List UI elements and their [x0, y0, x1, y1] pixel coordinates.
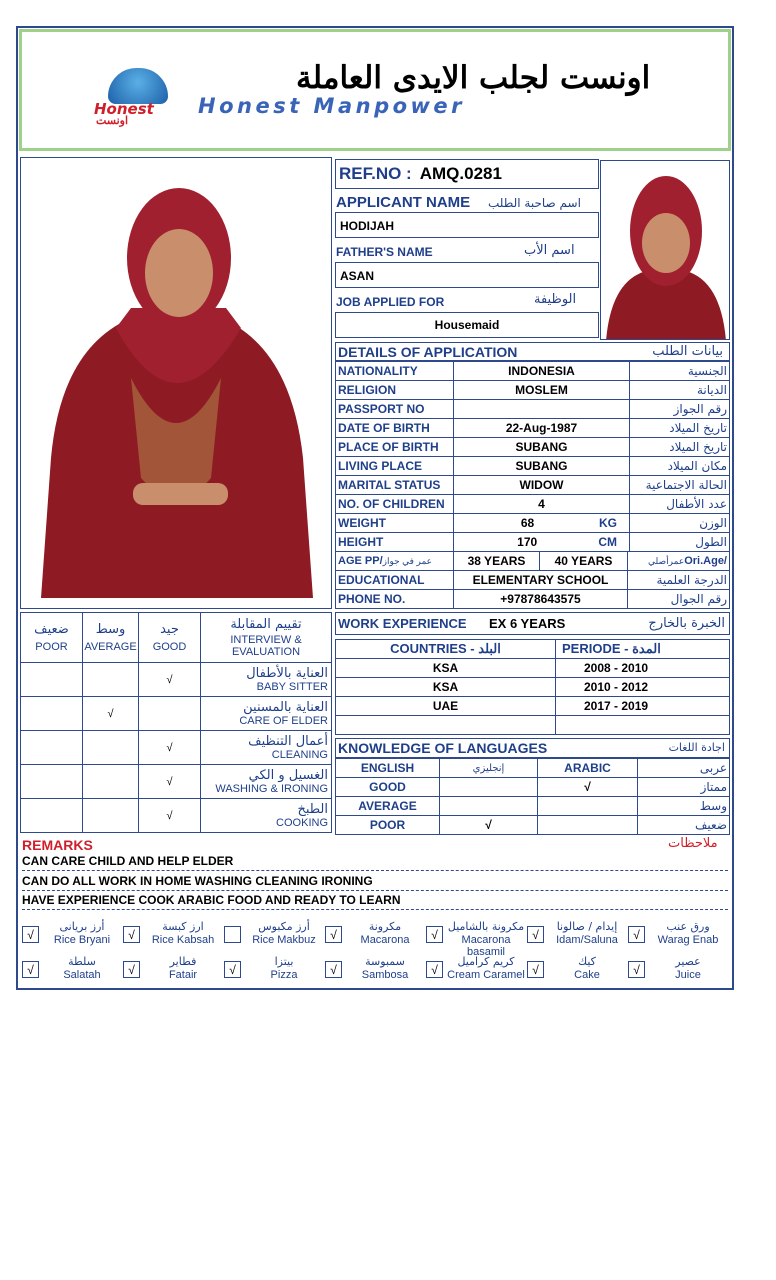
language-level-row	[336, 797, 730, 816]
eval-skill: WASHING & IRONING	[215, 783, 328, 795]
eval-skill-ar: الطبخ	[297, 802, 328, 817]
food-name: Macarona	[360, 934, 410, 946]
food-item	[628, 955, 728, 985]
language-level-row	[336, 778, 730, 797]
work-period: 2010 - 2012	[556, 678, 730, 697]
detail-row	[336, 438, 730, 457]
remark-line-2: CAN DO ALL WORK IN HOME WASHING CLEANING IRONING	[22, 872, 728, 891]
food-checkbox[interactable]: √	[628, 926, 645, 943]
food-name-ar: كيك	[578, 955, 596, 968]
eval-skill-ar: أعمال التنظيف	[248, 734, 328, 749]
detail-label-ar: الجنسية	[630, 362, 730, 381]
detail-row	[336, 400, 730, 419]
detail-value-cell	[454, 533, 630, 552]
food-name: Cake	[574, 969, 600, 981]
evaluation-row	[21, 697, 332, 731]
evaluation-row	[21, 799, 332, 833]
food-name: Idam/Saluna	[556, 934, 618, 946]
food-name-ar: مكرونة بالشاميل	[447, 920, 525, 933]
company-name-ar: اونست لجلب الايدى العاملة	[296, 60, 651, 96]
food-checkbox[interactable]: √	[123, 961, 140, 978]
food-name-ar: فطاير	[169, 955, 197, 968]
lang-arabic-mark	[538, 816, 638, 835]
food-checkbox[interactable]: √	[527, 926, 544, 943]
age-label-ar: عمر في جواز	[382, 556, 433, 566]
detail-value: SUBANG	[515, 459, 568, 473]
food-name: Fatair	[168, 969, 198, 981]
food-checkbox[interactable]: √	[325, 926, 342, 943]
detail-value-cell	[454, 381, 630, 400]
lang-english-mark	[440, 778, 538, 797]
eval-title: INTERVIEW & EVALUATION	[230, 634, 302, 658]
eval-skill: CLEANING	[271, 749, 328, 761]
detail-value-cell	[454, 457, 630, 476]
phone-value: +97878643575	[454, 590, 628, 609]
food-checkbox[interactable]: √	[123, 926, 140, 943]
lang-level: AVERAGE	[336, 797, 440, 816]
remark-line-3: HAVE EXPERIENCE COOK ARABIC FOOD AND READY TO LEARN	[22, 891, 728, 910]
remark-line-1: CAN CARE CHILD AND HELP ELDER	[22, 852, 728, 871]
food-name-ar: سمبوسة	[365, 955, 405, 968]
job-label: JOB APPLIED FOR	[336, 295, 445, 309]
lang-english-mark: √	[440, 816, 538, 835]
detail-label: PASSPORT NO	[336, 400, 454, 419]
detail-label-ar: مكان الميلاد	[630, 457, 730, 476]
education-label-ar: الدرجة العلمية	[628, 571, 730, 590]
food-checkbox[interactable]: √	[426, 926, 443, 943]
food-name: Rice Kabsah	[151, 934, 215, 946]
food-item	[426, 955, 526, 985]
remarks-title-ar: ملاحظات	[668, 836, 718, 851]
eval-good-mark: √	[139, 765, 201, 799]
eval-poor-mark	[21, 697, 83, 731]
eval-avg-mark	[83, 731, 139, 765]
food-name: Sambosa	[361, 969, 409, 981]
eval-good-mark: √	[139, 663, 201, 697]
ref-field	[335, 159, 599, 189]
orig-age-label: Ori.Age/	[684, 555, 727, 567]
ref-label: REF.NO :	[339, 164, 412, 183]
food-name-ar: مكرونة	[368, 920, 402, 933]
detail-row	[336, 419, 730, 438]
detail-row	[336, 457, 730, 476]
languages-title: KNOWLEDGE OF LANGUAGES	[338, 740, 548, 756]
col-period: PERIODE - المدة	[556, 640, 730, 659]
detail-value-cell	[454, 438, 630, 457]
applicant-passport-photo	[600, 160, 730, 340]
detail-label: MARITAL STATUS	[336, 476, 454, 495]
detail-value-cell	[454, 419, 630, 438]
detail-label: PLACE OF BIRTH	[336, 438, 454, 457]
food-item	[527, 920, 627, 950]
father-name-label-ar: اسم الأب	[524, 243, 575, 258]
applicant-full-photo	[20, 157, 332, 609]
food-item	[628, 920, 728, 950]
work-country: UAE	[336, 697, 556, 716]
eval-poor-mark	[21, 663, 83, 697]
detail-row	[336, 495, 730, 514]
eval-skill-ar: العناية بالمسنين	[243, 700, 328, 715]
food-name-ar: أرز مكبوس	[258, 920, 310, 933]
work-history-table	[335, 639, 730, 735]
lang-arabic-mark: √	[538, 778, 638, 797]
food-name-ar: عصير	[675, 955, 701, 968]
food-checkbox[interactable]: √	[426, 961, 443, 978]
work-period: 2008 - 2010	[556, 659, 730, 678]
detail-row	[336, 476, 730, 495]
lang-arabic-mark	[538, 797, 638, 816]
work-country: KSA	[336, 678, 556, 697]
eval-skill-ar: العناية بالأطفال	[246, 666, 328, 681]
education-label: EDUCATIONAL	[336, 571, 454, 590]
father-name-field	[335, 262, 599, 288]
detail-row	[336, 362, 730, 381]
eval-skill: CARE OF ELDER	[239, 715, 328, 727]
food-name: Cream Caramel	[447, 969, 525, 981]
food-name-ar: سلطة	[68, 955, 96, 968]
detail-label-ar: تاريخ الميلاد	[630, 438, 730, 457]
lang-english-mark	[440, 797, 538, 816]
detail-value-cell	[454, 400, 630, 419]
detail-value: 170	[517, 535, 538, 549]
logo-text-ar: اونست	[96, 115, 129, 127]
detail-label: WEIGHT	[336, 514, 454, 533]
detail-label-ar: تاريخ الميلاد	[630, 419, 730, 438]
work-experience-header	[335, 612, 730, 635]
age-row	[335, 551, 730, 609]
job-value: Housemaid	[434, 318, 500, 332]
age-orig-value: 40 YEARS	[540, 552, 628, 571]
eval-title-ar: تقييم المقابلة	[230, 617, 302, 632]
detail-value-cell	[454, 476, 630, 495]
detail-unit: CM	[598, 535, 617, 549]
lang-level-ar: ضعيف	[638, 816, 730, 835]
food-name-ar: ورق عنب	[666, 920, 710, 933]
eval-good-mark: √	[139, 731, 201, 765]
work-country: KSA	[336, 659, 556, 678]
food-checkbox[interactable]: √	[325, 961, 342, 978]
education-value: ELEMENTARY SCHOOL	[454, 571, 628, 590]
food-name-ar: ارز كبسة	[162, 920, 204, 933]
detail-value: MOSLEM	[515, 383, 568, 397]
food-name: Rice Makbuz	[252, 934, 316, 946]
detail-label: DATE OF BIRTH	[336, 419, 454, 438]
food-item	[22, 920, 122, 950]
applicant-name-value: HODIJAH	[340, 219, 395, 233]
food-item	[22, 955, 122, 985]
eval-good-mark	[139, 697, 201, 731]
lang-arabic-ar: عربى	[638, 759, 730, 778]
eval-good-ar: جيد	[160, 622, 179, 637]
details-header	[335, 342, 730, 361]
eval-poor-ar: ضعيف	[34, 622, 69, 637]
company-name-en: Honest Manpower	[198, 94, 466, 118]
details-title-ar: بيانات الطلب	[652, 344, 723, 359]
detail-label-ar: رقم الجواز	[630, 400, 730, 419]
detail-row	[336, 514, 730, 533]
detail-label: NATIONALITY	[336, 362, 454, 381]
detail-label-ar: الديانة	[630, 381, 730, 400]
food-checkbox[interactable]: √	[224, 961, 241, 978]
work-row	[336, 697, 730, 716]
food-name: Salatah	[63, 969, 101, 981]
eval-skill-ar: الغسيل و الكي	[248, 768, 328, 783]
evaluation-row	[21, 731, 332, 765]
detail-value: INDONESIA	[508, 364, 575, 378]
languages-table	[335, 758, 730, 835]
eval-avg-mark	[83, 663, 139, 697]
applicant-name-label-ar: اسم صاحبة الطلب	[488, 196, 581, 210]
food-item	[325, 920, 425, 950]
food-item	[224, 955, 324, 985]
ref-value: AMQ.0281	[419, 164, 502, 183]
foods-row-2	[22, 955, 730, 985]
eval-poor-mark	[21, 731, 83, 765]
lang-english: ENGLISH	[336, 759, 440, 778]
language-level-row	[336, 816, 730, 835]
job-field	[335, 312, 599, 338]
work-value: EX 6 YEARS	[489, 616, 566, 631]
eval-avg-mark: √	[83, 697, 139, 731]
lang-arabic: ARABIC	[538, 759, 638, 778]
age-pp-value: 38 YEARS	[454, 552, 540, 571]
evaluation-row	[21, 663, 332, 697]
food-name: Juice	[675, 969, 701, 981]
eval-poor-mark	[21, 799, 83, 833]
work-label-ar: الخبرة بالخارج	[648, 616, 725, 631]
eval-poor-mark	[21, 765, 83, 799]
eval-skill: BABY SITTER	[256, 681, 328, 693]
food-name-ar: كريم كراميل	[457, 955, 515, 968]
food-item	[527, 955, 627, 985]
eval-avg-mark	[83, 765, 139, 799]
details-title: DETAILS OF APPLICATION	[338, 344, 518, 360]
food-checkbox[interactable]: √	[22, 961, 39, 978]
detail-value: WIDOW	[519, 478, 564, 492]
eval-avg-ar: وسط	[95, 622, 126, 637]
lang-level-ar: وسط	[638, 797, 730, 816]
detail-label: HEIGHT	[336, 533, 454, 552]
work-label: WORK EXPERIENCE	[338, 616, 467, 631]
food-item	[224, 920, 324, 950]
lang-english-ar: إنجليزي	[440, 759, 538, 778]
logo-text: Honest	[94, 100, 154, 118]
detail-label: NO. OF CHILDREN	[336, 495, 454, 514]
eval-avg-mark	[83, 799, 139, 833]
job-label-ar: الوظيفة	[534, 292, 577, 307]
food-item	[325, 955, 425, 985]
detail-value: 22-Aug-1987	[505, 421, 578, 435]
food-item	[426, 920, 526, 958]
detail-value-cell	[454, 362, 630, 381]
work-period: 2017 - 2019	[556, 697, 730, 716]
detail-value: SUBANG	[515, 440, 568, 454]
languages-title-ar: اجادة اللغات	[668, 741, 725, 754]
detail-label-ar: عدد الأطفال	[630, 495, 730, 514]
lang-level: GOOD	[336, 778, 440, 797]
evaluation-row	[21, 765, 332, 799]
food-name: Pizza	[270, 969, 298, 981]
detail-label-ar: الطول	[630, 533, 730, 552]
food-checkbox[interactable]: √	[527, 961, 544, 978]
work-row	[336, 659, 730, 678]
details-table	[335, 361, 730, 552]
food-name-ar: إيدام / صالونا	[556, 920, 618, 933]
food-name-ar: أرز بريانى	[59, 920, 105, 933]
work-row	[336, 678, 730, 697]
languages-header	[335, 738, 730, 758]
eval-good: GOOD	[152, 641, 187, 653]
food-checkbox[interactable]: √	[22, 926, 39, 943]
food-name: Macarona basamil	[461, 934, 511, 958]
applicant-name-field	[335, 212, 599, 238]
eval-avg: AVERAGE	[84, 641, 137, 653]
food-item	[123, 955, 223, 985]
evaluation-table	[20, 612, 332, 833]
eval-skill: COOKING	[276, 817, 328, 829]
detail-label-ar: الوزن	[630, 514, 730, 533]
detail-value: 68	[520, 516, 535, 530]
food-item	[123, 920, 223, 950]
eval-good-mark: √	[139, 799, 201, 833]
detail-unit: KG	[599, 516, 617, 530]
food-name: Warag Enab	[657, 934, 719, 946]
foods-row-1	[22, 920, 730, 958]
father-name-label: FATHER'S NAME	[336, 245, 433, 259]
food-checkbox[interactable]	[224, 926, 241, 943]
detail-label-ar: الحالة الاجتماعية	[630, 476, 730, 495]
food-name-ar: بيتزا	[274, 955, 294, 968]
detail-value-cell	[454, 495, 630, 514]
eval-poor: POOR	[35, 641, 68, 653]
applicant-name-label: APPLICANT NAME	[336, 194, 471, 211]
detail-label: LIVING PLACE	[336, 457, 454, 476]
orig-age-label-ar: عمرأصلي	[648, 556, 685, 566]
detail-row	[336, 381, 730, 400]
father-name-value: ASAN	[340, 269, 375, 283]
phone-label: PHONE NO.	[336, 590, 454, 609]
work-row-empty	[336, 716, 730, 735]
age-label: AGE PP/	[338, 555, 383, 567]
detail-label: RELIGION	[336, 381, 454, 400]
lang-level: POOR	[336, 816, 440, 835]
lang-level-ar: ممتاز	[638, 778, 730, 797]
col-countries: COUNTRIES - البلد	[336, 640, 556, 659]
food-checkbox[interactable]: √	[628, 961, 645, 978]
remarks-title: REMARKS	[22, 837, 93, 853]
detail-value-cell	[454, 514, 630, 533]
detail-row	[336, 533, 730, 552]
food-name: Rice Bryani	[53, 934, 111, 946]
detail-value: 4	[538, 497, 545, 511]
phone-label-ar: رقم الجوال	[628, 590, 730, 609]
